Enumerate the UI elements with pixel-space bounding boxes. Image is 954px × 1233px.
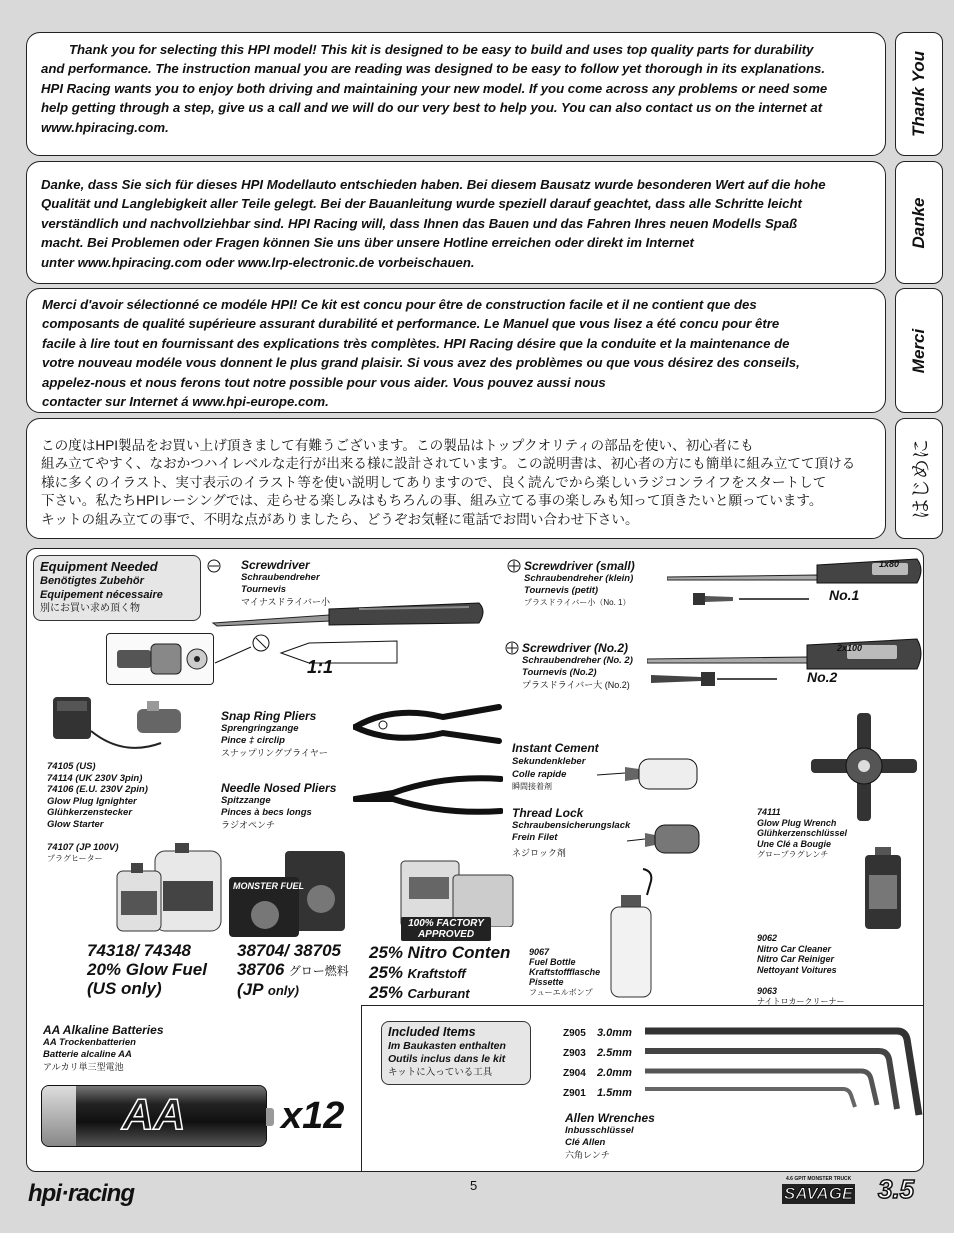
tab-merci[interactable]: Merci bbox=[895, 288, 943, 413]
needle-nose-pliers-icon bbox=[353, 771, 503, 821]
tab-thank-you[interactable]: Thank You bbox=[895, 32, 943, 156]
no2-label: No.2 bbox=[807, 669, 838, 685]
thankyou-box-jp bbox=[26, 418, 886, 539]
nitro-cleaner-can-icon bbox=[861, 845, 905, 931]
thankyou-box-de bbox=[26, 161, 886, 284]
battery-count: x12 bbox=[281, 1095, 345, 1137]
callout-arrow-icon bbox=[213, 633, 273, 673]
screw-no1-icon bbox=[693, 587, 813, 611]
equipment-panel bbox=[26, 548, 924, 1172]
aa-battery-icon bbox=[41, 1085, 267, 1147]
list-item: Z905 3.0mm bbox=[563, 1027, 632, 1039]
glow-fuel-label: 74318/ 74348 20% Glow Fuel (US only) bbox=[87, 941, 207, 998]
thankyou-text-jp: この度はHPI製品をお買い上げ頂きまして有難うございます。この製品はトップクオリティの部品を使い、初心者にも 組み立てやすく、なおかつハイレベルな走行が出来る様に設計されています。この説明書は、初心者の方にも簡単に組み立てて頂ける 様に多くのイラスト、実寸表示のイラスト等を使い説明してありますので、良く読んでから楽しいラジコンライフをスタートして 下さい。私たちHPIレーシングでは、走らせる楽しみはもちろんの事、組み立てる事の楽しみも知って頂きたいと願っています。 キットの組み立ての事で、不明な点がありましたら、どうぞお気軽に電話でお問い合わせ下さい。 bbox=[41, 438, 856, 527]
tab-hajimeni[interactable]: はじめに bbox=[895, 418, 943, 539]
hpi-racing-logo: hpi·racing bbox=[28, 1180, 135, 1207]
nitro-cleaner-label: 9062 Nitro Car Cleaner Nitro Car Reiniger Nettoyant Voitures 9063 ナイトロカークリーナー bbox=[757, 933, 845, 1006]
monster-fuel-cans-icon bbox=[227, 849, 357, 939]
instant-cement-label: Instant Cement Sekundenkleber Colle rapide 瞬間接着剤 bbox=[512, 741, 599, 791]
flathead-screwdriver-icon bbox=[209, 595, 489, 635]
screwdriver-small-label: Screwdriver (small) Schraubendreher (klein) Tournevis (petit) プラスドライバー小（No. 1） bbox=[524, 559, 635, 607]
thread-lock-label: Thread Lock Schraubensicherungslack Frein Filet ネジロック剤 bbox=[512, 806, 631, 858]
glow-fuel-jugs-icon bbox=[115, 841, 225, 933]
aa-batteries-label: AA Alkaline Batteries AA Trockenbatterien Batterie alcaline AA アルカリ単三型電池 bbox=[43, 1023, 164, 1072]
phillips-screw-no2-icon bbox=[505, 641, 519, 655]
tab-danke[interactable]: Danke bbox=[895, 161, 943, 284]
screwdriver-label: Screwdriver Schraubendreher Tournevis マイナスドライバー小 bbox=[241, 558, 331, 607]
factory-approved-badge: 100% FACTORY APPROVED bbox=[401, 917, 491, 941]
thankyou-box-fr bbox=[26, 288, 886, 413]
no1-label: No.1 bbox=[829, 587, 860, 603]
phillips-screw-icon bbox=[507, 559, 521, 573]
equipment-header: Equipment Needed Benötigtes Zubehör Equipement nécessaire 別にお買い求め頂く物 bbox=[33, 555, 201, 621]
list-item: Z901 1.5mm bbox=[563, 1087, 632, 1099]
page-number: 5 bbox=[470, 1178, 478, 1193]
thread-lock-bottle-icon bbox=[625, 821, 705, 857]
glow-starter-icon bbox=[43, 691, 193, 761]
nitro-content-label: 25% Nitro Conten 25% Kraftstoff 25% Carburant bbox=[369, 943, 511, 1002]
monster-fuel-label: 38704/ 38705 38706 グロー燃料 (JP only) bbox=[237, 941, 349, 999]
snap-ring-pliers-icon bbox=[353, 701, 503, 751]
fuel-bottle-icon bbox=[607, 867, 657, 999]
battery-aa-text: AA bbox=[122, 1090, 186, 1139]
shock-part-icon bbox=[107, 634, 213, 684]
scale-callout-box bbox=[106, 633, 214, 685]
size-no2-label: 2x100 bbox=[837, 643, 863, 653]
flathead-tip-icon bbox=[279, 637, 399, 667]
flathead-screw-icon bbox=[207, 559, 221, 573]
screw-no2-icon bbox=[651, 667, 781, 691]
list-item: Z903 2.5mm bbox=[563, 1047, 632, 1059]
included-items-header: Included Items Im Baukasten enthalten Outils inclus dans le kit キットに入っている工具 bbox=[381, 1021, 531, 1085]
cement-bottle-icon bbox=[595, 753, 705, 793]
list-item: Z904 2.0mm bbox=[563, 1067, 632, 1079]
glow-starter-label: 74105 (US) 74114 (UK 230V 3pin) 74106 (E.U. 230V 2pin) Glow Plug Ignighter Glühkerzenstecker Glow Starter 74107 (JP 100V) プラグヒーター bbox=[47, 761, 148, 863]
needle-nose-pliers-label: Needle Nosed Pliers Spitzzange Pinces à becs longs ラジオペンチ bbox=[221, 781, 337, 830]
thankyou-text-fr: Merci d'avoir sélectionné ce modéle HPI! Ce kit est concu pour être de construction facile et il ne contient que des composants de qualité supérieure assurant durabilité et performance. Le Manuel que vous lisez a été concu pour être facile à lire tout en fournissant des explications très complètes. HPI Racing désire que la conduite et la maintenance de votre nouveau modéle vous donnent le plus grand plaisir. Si vous avez des problèmes ou que vous désirez des conseils, appelez-nous et nous ferons tout notre possible pour vous aider. Vous pouvez aussi nous contacter sur Internet á www.hpi-europe.com. bbox=[42, 297, 800, 410]
scale-label: 1:1 bbox=[307, 657, 334, 677]
screwdriver-no2-label: Screwdriver (No.2) Schraubendreher (No. 2) Tournevis (No.2) プラスドライバー大 (No.2) bbox=[522, 641, 633, 690]
thankyou-text-de: Danke, dass Sie sich für dieses HPI Modellauto entschieden haben. Bei diesem Bausatz wurde besonderen Wert auf die hohe Qualität und Langlebigkeit aller Teile gelegt. Bei der Bauanleitung wurde speziell darauf geachtet, dass alle Schritte leicht verständlich und nachvollziehbar sind. HPI Racing will, dass Ihnen das Bauen und das Fahren Ihres neuen Modells Spaß macht. Bei Problemen oder Fragen können Sie uns über unsere Hotline erreichen oder direkt im Internet unter www.hpiracing.com oder www.lrp-electronic.de vorbeischauen. bbox=[41, 177, 826, 270]
glow-plug-wrench-label: 74111 Glow Plug Wrench Glühkerzenschlüssel Une Clé a Bougie グロープラグレンチ bbox=[757, 807, 848, 859]
fuel-bottle-label: 9067 Fuel Bottle Kraftstoffflasche Pissette フューエルボンプ bbox=[529, 947, 601, 997]
allen-wrench-list bbox=[563, 1023, 632, 1103]
thankyou-box-en bbox=[26, 32, 886, 156]
thankyou-text-en: Thank you for selecting this HPI model! This kit is designed to be easy to build and uses top quality parts for durability and performance. The instruction manual you are reading was designed to be easy to follow yet thorough in its explanations. HPI Racing wants you to enjoy both driving and maintaining your new model. If you come across any problems or need some help getting through a step, give us a call and we will do our very best to help you. You can also contact us on the internet at www.hpiracing.com. bbox=[41, 42, 828, 135]
allen-wrenches-icon bbox=[643, 1019, 923, 1119]
savage-logo: 4.6 GPIT MONSTER TRUCK SAVAGE 3.5 bbox=[784, 1174, 915, 1204]
snap-ring-pliers-label: Snap Ring Pliers Sprengringzange Pince ‡ circlip スナップリングプライヤー bbox=[221, 709, 328, 758]
allen-wrenches-label: Allen Wrenches Inbusschlüssel Clé Allen 六角レンチ bbox=[565, 1111, 655, 1160]
size-no1-label: 1x80 bbox=[879, 559, 900, 569]
monster-fuel-brand: MONSTER FUEL bbox=[233, 881, 304, 891]
